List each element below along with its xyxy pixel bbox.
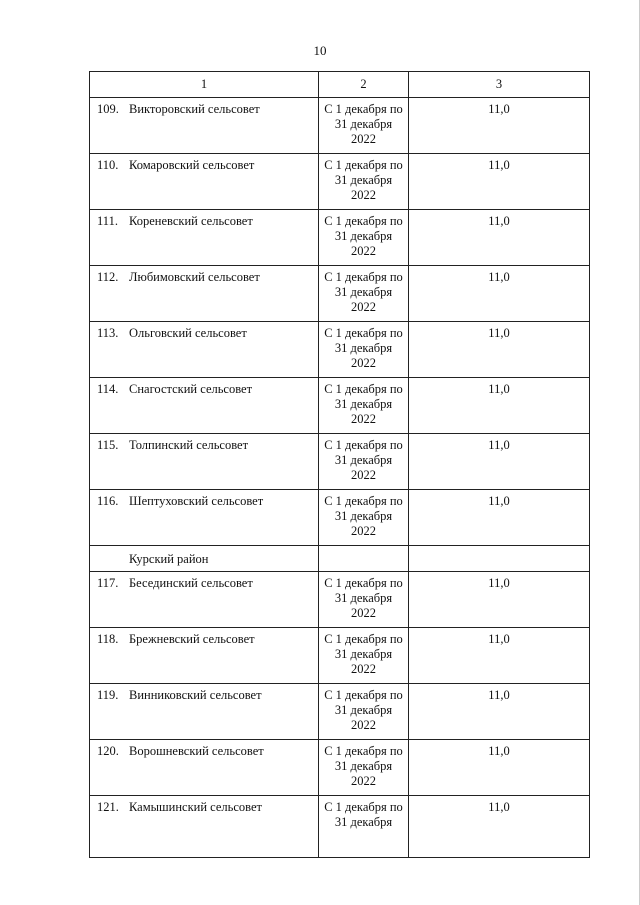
name-cell xyxy=(90,98,319,154)
table-row xyxy=(90,322,590,378)
name-cell xyxy=(90,628,319,684)
name-cell xyxy=(90,572,319,628)
period-text: С 1 декабря по 31 декабря 2022 xyxy=(324,688,403,732)
table-header-row xyxy=(90,72,590,98)
name-cell xyxy=(90,434,319,490)
rate-value: 11,0 xyxy=(488,800,510,814)
period-text: С 1 декабря по 31 декабря 2022 xyxy=(324,382,403,426)
value-cell xyxy=(409,684,590,740)
row-number: 119. xyxy=(97,688,119,702)
table-row xyxy=(90,154,590,210)
period-text: С 1 декабря по 31 декабря 2022 xyxy=(324,270,403,314)
settlement-name: Шептуховский сельсовет xyxy=(129,494,264,508)
name-cell xyxy=(90,378,319,434)
row-number: 112. xyxy=(97,270,119,284)
value-cell xyxy=(409,378,590,434)
period-cell xyxy=(319,572,409,628)
period-cell xyxy=(319,434,409,490)
table-row xyxy=(90,266,590,322)
period-text: С 1 декабря по 31 декабря 2022 xyxy=(324,576,403,620)
period-text: С 1 декабря по 31 декабря 2022 xyxy=(324,438,403,482)
rate-value: 11,0 xyxy=(488,326,510,340)
period-cell xyxy=(319,210,409,266)
name-cell xyxy=(90,684,319,740)
value-cell xyxy=(409,266,590,322)
value-cell xyxy=(409,796,590,858)
table-row xyxy=(90,572,590,628)
page-number: 10 xyxy=(313,43,327,58)
value-cell xyxy=(409,154,590,210)
empty-period-cell xyxy=(319,546,409,572)
value-cell xyxy=(409,98,590,154)
region-row xyxy=(90,546,590,572)
rate-value: 11,0 xyxy=(488,158,510,172)
row-number: 118. xyxy=(97,632,119,646)
value-cell xyxy=(409,210,590,266)
settlement-name: Снагостский сельсовет xyxy=(129,382,253,396)
rate-value: 11,0 xyxy=(488,438,510,452)
rate-value: 11,0 xyxy=(488,382,510,396)
rate-value: 11,0 xyxy=(488,632,510,646)
name-cell xyxy=(90,490,319,546)
row-number: 114. xyxy=(97,382,119,396)
value-cell xyxy=(409,490,590,546)
value-cell xyxy=(409,572,590,628)
rate-value: 11,0 xyxy=(488,102,510,116)
column-header-1: 1 xyxy=(90,72,319,98)
column-header-3: 3 xyxy=(409,72,590,98)
rates-table xyxy=(89,71,590,858)
name-cell xyxy=(90,266,319,322)
settlement-name: Винниковский сельсовет xyxy=(129,688,262,702)
rate-value: 11,0 xyxy=(488,576,510,590)
period-cell xyxy=(319,740,409,796)
region-name-cell xyxy=(90,546,319,572)
value-cell xyxy=(409,434,590,490)
rate-value: 11,0 xyxy=(488,270,510,284)
period-text: С 1 декабря по 31 декабря 2022 xyxy=(324,632,403,676)
table-row xyxy=(90,740,590,796)
rate-value: 11,0 xyxy=(488,214,510,228)
rate-value: 11,0 xyxy=(488,744,510,758)
period-cell xyxy=(319,322,409,378)
row-number: 116. xyxy=(97,494,119,508)
table-body xyxy=(90,98,590,858)
table-row xyxy=(90,684,590,740)
settlement-name: Брежневский сельсовет xyxy=(129,632,255,646)
row-number: 115. xyxy=(97,438,119,452)
settlement-name: Ворошневский сельсовет xyxy=(129,744,264,758)
row-number: 111. xyxy=(97,214,118,228)
table-row xyxy=(90,378,590,434)
settlement-name: Викторовский сельсовет xyxy=(129,102,260,116)
row-number: 110. xyxy=(97,158,119,172)
settlement-name: Кореневский сельсовет xyxy=(129,214,253,228)
table-row xyxy=(90,434,590,490)
period-text: С 1 декабря по 31 декабря 2022 xyxy=(324,158,403,202)
value-cell xyxy=(409,740,590,796)
name-cell xyxy=(90,796,319,858)
row-number: 121. xyxy=(97,800,119,814)
settlement-name: Комаровский сельсовет xyxy=(129,158,255,172)
rate-value: 11,0 xyxy=(488,494,510,508)
table-row xyxy=(90,796,590,858)
period-text: С 1 декабря по 31 декабря 2022 xyxy=(324,326,403,370)
period-text: С 1 декабря по 31 декабря 2022 xyxy=(324,494,403,538)
row-number: 113. xyxy=(97,326,119,340)
period-text: С 1 декабря по 31 декабря 2022 xyxy=(324,744,403,788)
settlement-name: Любимовский сельсовет xyxy=(129,270,260,284)
region-name: Курский район xyxy=(129,552,209,566)
settlement-name: Камышинский сельсовет xyxy=(129,800,262,814)
value-cell xyxy=(409,322,590,378)
row-number: 117. xyxy=(97,576,119,590)
settlement-name: Ольговский сельсовет xyxy=(129,326,247,340)
period-text: С 1 декабря по 31 декабря 2022 xyxy=(324,102,403,146)
settlement-name: Бесединский сельсовет xyxy=(129,576,253,590)
name-cell xyxy=(90,154,319,210)
name-cell xyxy=(90,322,319,378)
rate-value: 11,0 xyxy=(488,688,510,702)
table-row xyxy=(90,628,590,684)
table-row xyxy=(90,210,590,266)
period-cell xyxy=(319,98,409,154)
period-text: С 1 декабря по 31 декабря 2022 xyxy=(324,214,403,258)
table-row xyxy=(90,98,590,154)
period-text: С 1 декабря по 31 декабря xyxy=(324,800,403,829)
settlement-name: Толпинский сельсовет xyxy=(129,438,249,452)
row-number: 120. xyxy=(97,744,119,758)
period-cell xyxy=(319,796,409,858)
period-cell xyxy=(319,628,409,684)
period-cell xyxy=(319,490,409,546)
period-cell xyxy=(319,684,409,740)
period-cell xyxy=(319,154,409,210)
name-cell xyxy=(90,740,319,796)
period-cell xyxy=(319,266,409,322)
table-row xyxy=(90,490,590,546)
name-cell xyxy=(90,210,319,266)
column-header-2: 2 xyxy=(319,72,409,98)
value-cell xyxy=(409,628,590,684)
row-number: 109. xyxy=(97,102,119,116)
period-cell xyxy=(319,378,409,434)
empty-value-cell xyxy=(409,546,590,572)
